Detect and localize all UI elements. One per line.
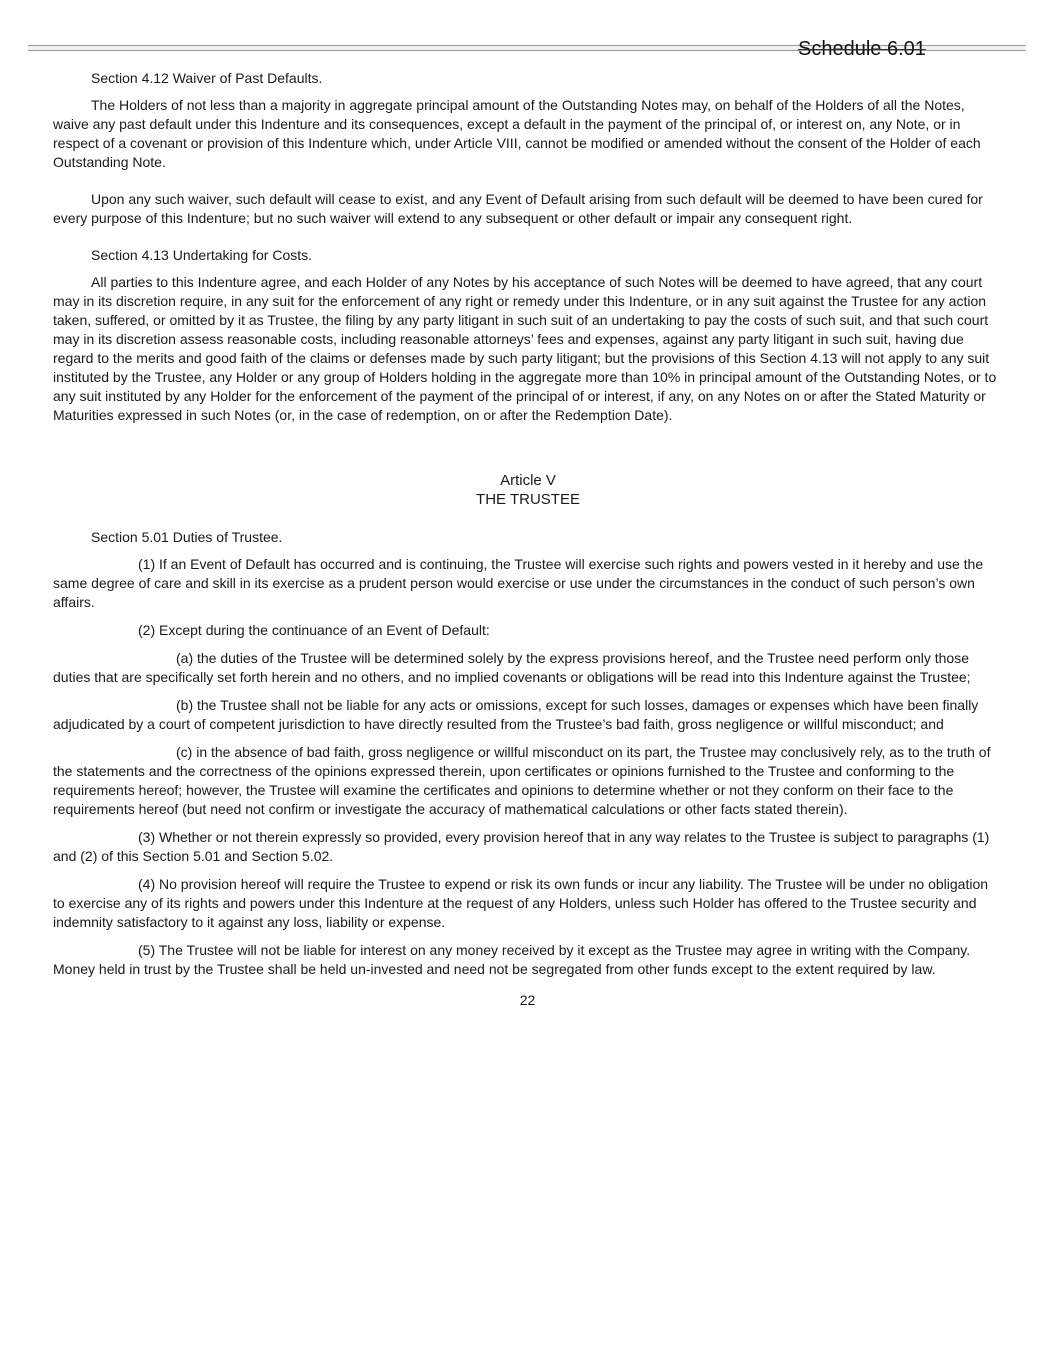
article-heading: [53, 471, 1003, 509]
article-title: THE TRUSTEE: [476, 491, 580, 508]
document-body: [53, 69, 1003, 988]
section-4-13-heading: Section 4.13 Undertaking for Costs.: [91, 247, 313, 263]
section-5-01-heading: Section 5.01 Duties of Trustee.: [91, 529, 283, 545]
section-5-01-item-2: (2) Except during the continuance of an Event of Default:: [138, 622, 490, 638]
section-5-01-item-3: (3) Whether or not therein expressly so provided, every provision hereof that in any way relates to the Trustee is subject to paragraphs (1) and (2) of this Section 5.01 and Section 5.02.: [53, 829, 990, 864]
section-5-01-item-5: (5) The Trustee will not be liable for interest on any money received by it except as the Trustee may agree in writing with the Company. Money held in trust by the Trustee shall be held un-invested and need not be segregated from other funds except to the extent required by law.: [53, 942, 971, 977]
section-5-01-item-2a: (a) the duties of the Trustee will be determined solely by the express provisions hereof, and the Trustee need perform only those duties that are specifically set forth herein and no others, and no implied covenants or obligations will be read into this Indenture against the Trustee;: [53, 650, 971, 685]
page-number: 22: [519, 992, 536, 1008]
section-4-12-heading: Section 4.12 Waiver of Past Defaults.: [91, 70, 323, 86]
section-4-12-paragraph-1: The Holders of not less than a majority in aggregate principal amount of the Outstanding Notes may, on behalf of the Holders of all the Notes, waive any past default under this Indenture and its consequences, except a default in the payment of the principal of, or interest on, any Note, or in respect of a covenant or provision of this Indenture which, under Article VIII, cannot be modified or amended without the consent of the Holder of each Outstanding Note.: [53, 97, 981, 170]
section-5-01-item-2c: (c) in the absence of bad faith, gross negligence or willful misconduct on its part, the Trustee may conclusively rely, as to the truth of the statements and the correctness of the opinions expressed therein, upon certificates or opinions furnished to the Trustee and conforming to the requirements hereof; however, the Trustee will examine the certificates and opinions to determine whether or not they conform on their face to the requirements hereof (but need not confirm or investigate the accuracy of mathematical calculations or other facts stated therein).: [53, 744, 991, 817]
section-5-01-item-2b: (b) the Trustee shall not be liable for any acts or omissions, except for such losses, damages or expenses which have been finally adjudicated by a court of competent jurisdiction to have directly resulted from the Trustee’s bad faith, gross negligence or willful misconduct; and: [53, 697, 979, 732]
section-4-12-paragraph-2: Upon any such waiver, such default will cease to exist, and any Event of Default arising from such default will be deemed to have been cured for every purpose of this Indenture; but no such waiver will extend to any subsequent or other default or impair any consequent right.: [53, 191, 983, 226]
article-number: Article V: [500, 472, 556, 489]
section-4-13-paragraph: All parties to this Indenture agree, and each Holder of any Notes by his acceptance of such Notes will be deemed to have agreed, that any court may in its discretion require, in any suit for the enforcement of any right or remedy under this Indenture, or in any suit against the Trustee for any action taken, suffered, or omitted by it as Trustee, the filing by any party litigant in such suit of an undertaking to pay the costs of such suit, and that such court may in its discretion assess reasonable costs, including reasonable attorneys’ fees and expenses, against any party litigant in such suit, having due regard to the merits and good faith of the claims or defenses made by such party litigant; but the provisions of this Section 4.13 will not apply to any suit instituted by the Trustee, any Holder or any group of Holders holding in the aggregate more than 10% in principal amount of the Outstanding Notes, or to any suit instituted by any Holder for the enforcement of the payment of the principal of or interest, if any, on any Notes on or after the Stated Maturity or Maturities expressed in such Notes (or, in the case of redemption, on or after the Redemption Date).: [53, 274, 997, 423]
schedule-label: Schedule 6.01: [798, 38, 926, 60]
section-5-01-item-1: (1) If an Event of Default has occurred and is continuing, the Trustee will exercise such rights and powers vested in it hereby and use the same degree of care and skill in its exercise as a prudent person would exercise or use under the circumstances in the conduct of such person’s own affairs.: [53, 556, 984, 610]
section-5-01-item-4: (4) No provision hereof will require the Trustee to expend or risk its own funds or incur any liability. The Trustee will be under no obligation to exercise any of its rights and powers under this Indenture at the request of any Holders, unless such Holder has offered to the Trustee security and indemnity satisfactory to it against any loss, liability or expense.: [53, 876, 989, 930]
